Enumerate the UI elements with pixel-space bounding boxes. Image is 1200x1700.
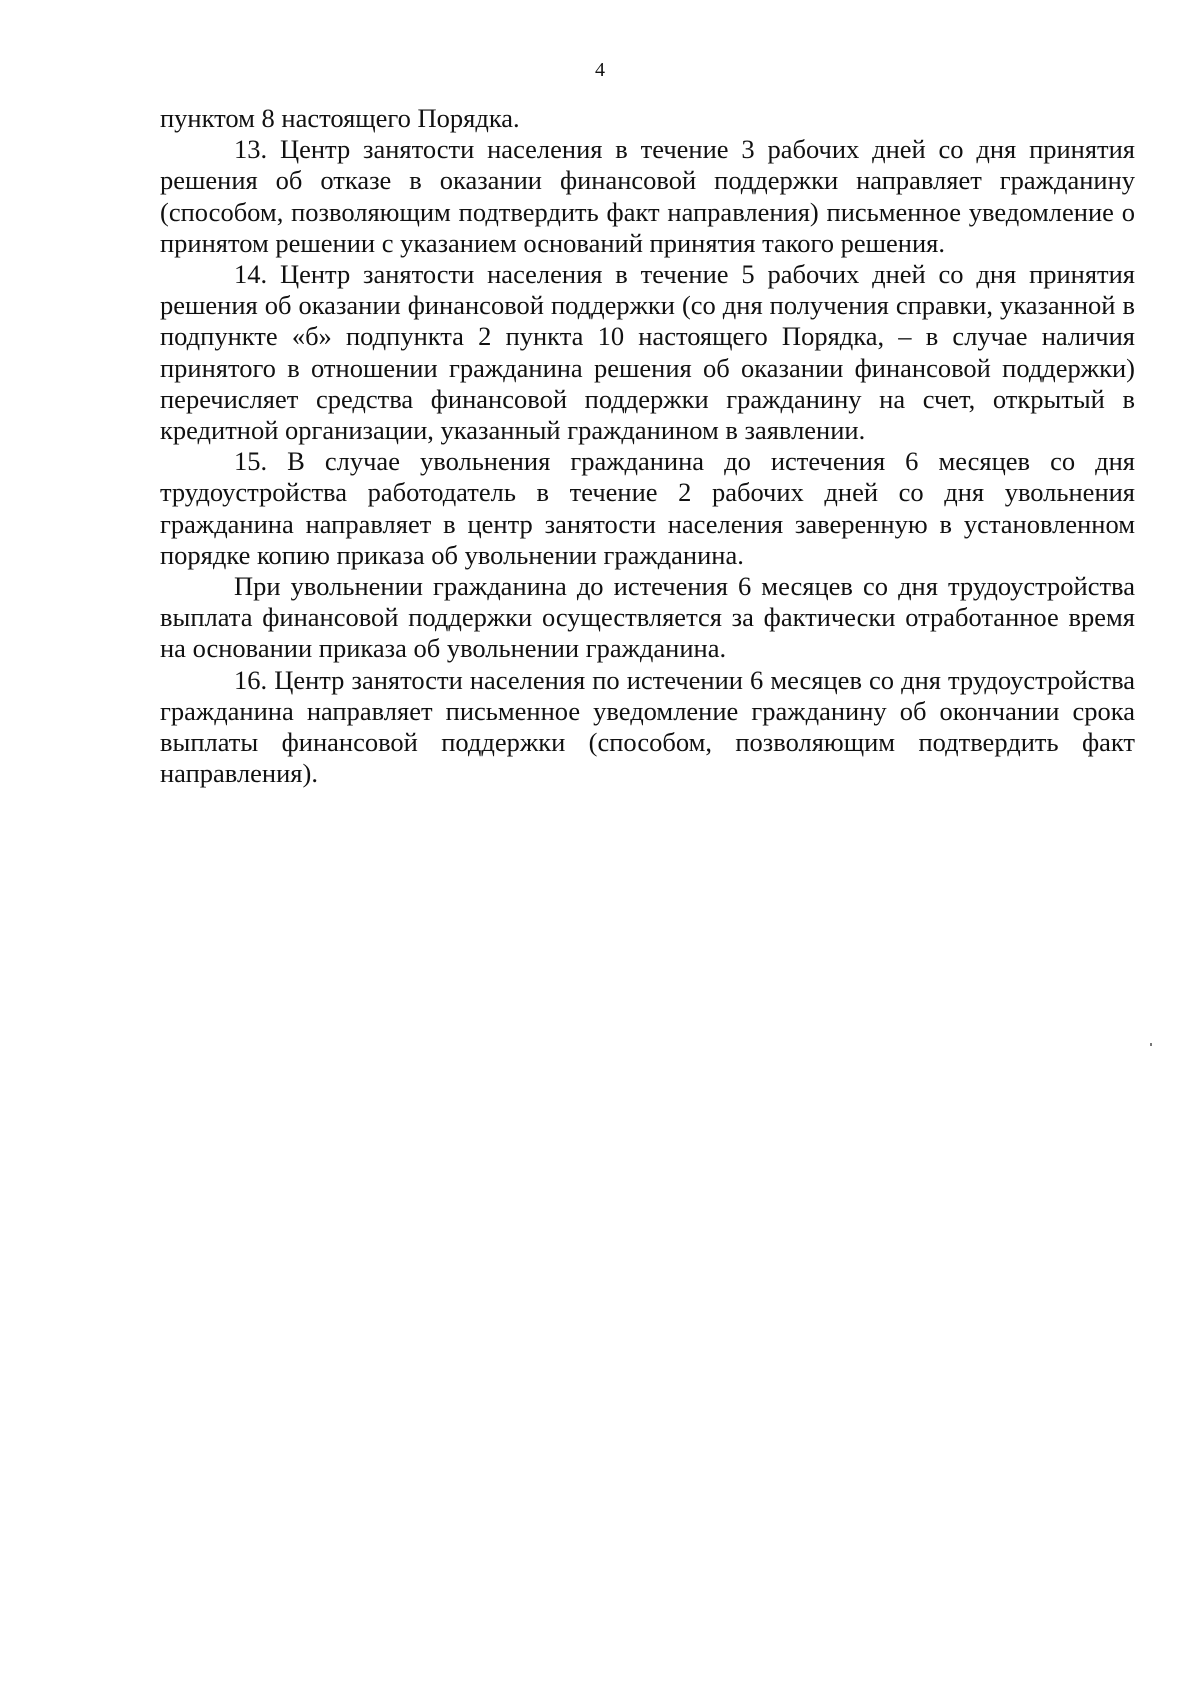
paragraph-13: 13. Центр занятости населения в течение 3 рабочих дней со дня принятия решения об отказе в оказании финансовой поддержки направляет гражданину (способом, позволяющим подтвердить факт направления) письменное уведомление о принятом решении с указанием оснований принятия такого решения. [160, 134, 1135, 258]
paragraph-15: 15. В случае увольнения гражданина до истечения 6 месяцев со дня трудоустройства работодатель в течение 2 рабочих дней со дня увольнения гражданина направляет в центр занятости населения заверенную в установленном порядке копию приказа об увольнении гражданина. [160, 446, 1135, 570]
paragraph-16: 16. Центр занятости населения по истечении 6 месяцев со дня трудоустройства гражданина направляет письменное уведомление гражданину об окончании срока выплаты финансовой поддержки (способом, позволяющим подтвердить факт направления). [160, 664, 1135, 789]
paragraph-14: 14. Центр занятости населения в течение 5 рабочих дней со дня принятия решения об оказании финансовой поддержки (со дня получения справки, указанной в подпункте «б» подпункта 2 пункта 10 настоящего Порядка, – в случае наличия принятого в отношении гражданина решения об оказании финансовой поддержки) перечисляет средства финансовой поддержки гражданину на счет, открытый в кредитной организации, указанный гражданином в заявлении. [160, 259, 1135, 446]
document-body [160, 103, 1135, 789]
scan-speck [1150, 1043, 1152, 1046]
page-number: 4 [595, 59, 605, 81]
paragraph-15-dismissal: При увольнении гражданина до истечения 6 месяцев со дня трудоустройства выплата финансовой поддержки осуществляется за фактически отработанное время на основании приказа об увольнении гражданина. [160, 571, 1135, 664]
paragraph-continuation: пунктом 8 настоящего Порядка. [160, 103, 520, 133]
